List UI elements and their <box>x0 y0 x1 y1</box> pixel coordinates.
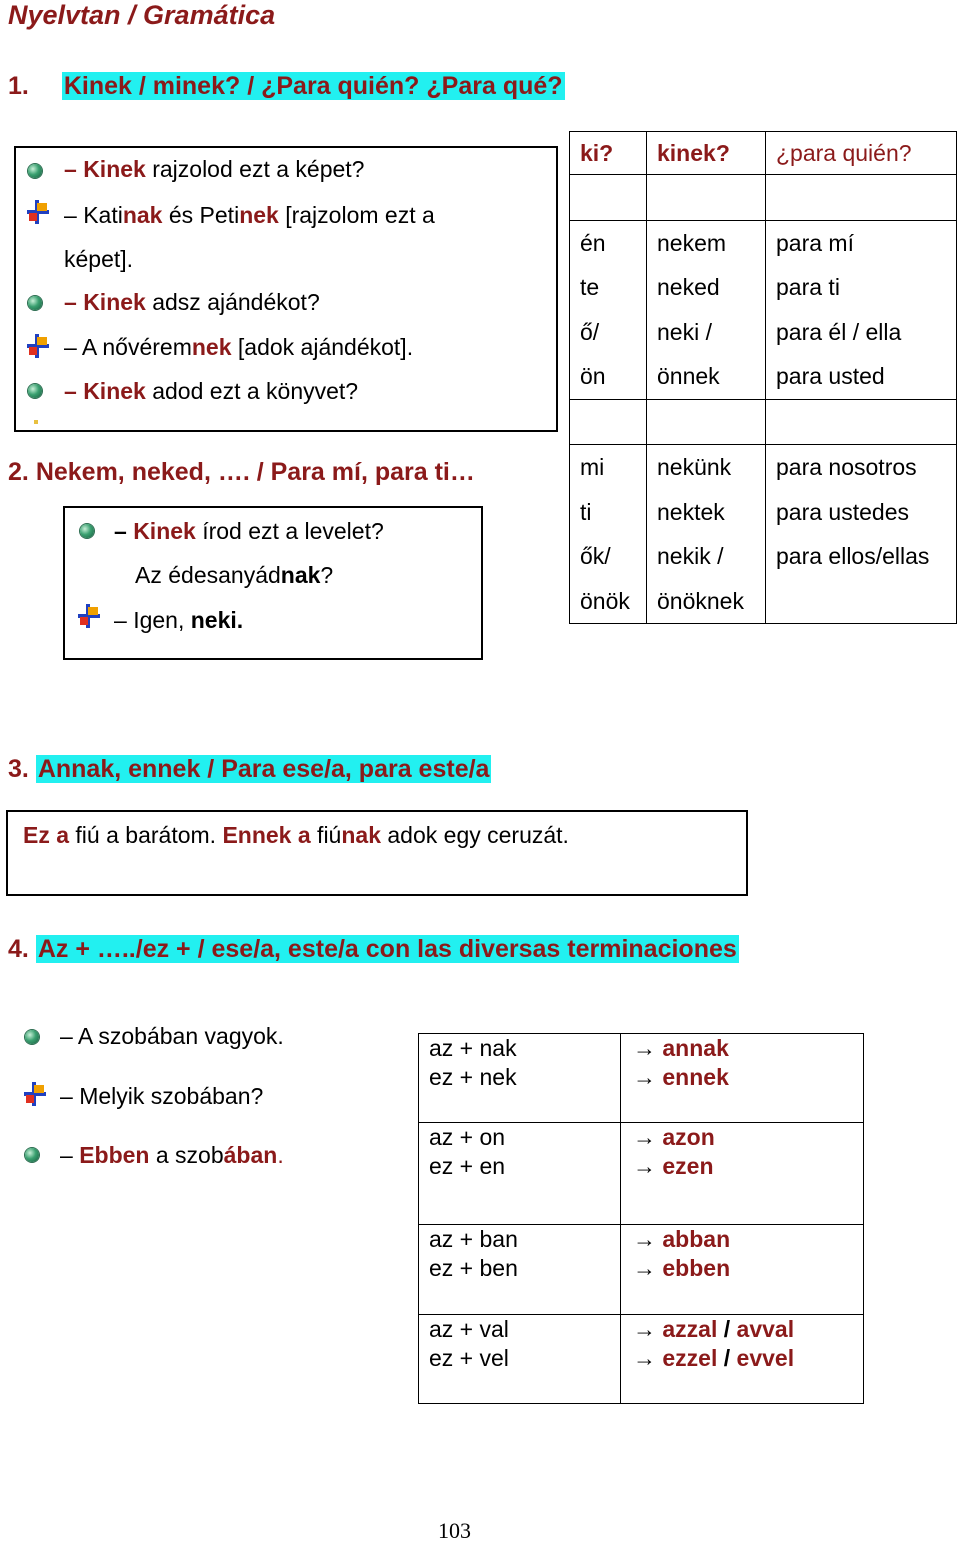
line-fragment: A nővérem <box>81 334 192 360</box>
section-3-number: 3. <box>8 755 29 783</box>
section-1-title: Kinek / minek? / ¿Para quién? ¿Para qué? <box>63 72 563 100</box>
line-text: Az édesanyád <box>135 562 281 588</box>
page-number: 103 <box>438 1518 471 1543</box>
answer-word: neki. <box>190 607 244 633</box>
section-4-title: Az + …../ez + / ese/a, este/a con las diversas terminaciones <box>37 935 737 963</box>
section-1-line-2: – Katinak és Petinek [rajzolom ezt a <box>64 202 435 228</box>
pronoun-form: para ellos/ellas <box>776 543 930 569</box>
line-fragment: rajzolod ezt a képet? <box>145 156 365 182</box>
pronoun-form: para mí <box>776 229 854 256</box>
pronoun-form: mi <box>580 454 605 480</box>
page-title: Nyelvtan / Gramática <box>8 0 276 30</box>
line-fragment: Kinek <box>83 378 146 404</box>
pronoun-form: ti <box>580 498 592 525</box>
pronoun-form: para usted <box>776 363 885 389</box>
pronoun-table-cell <box>570 399 647 445</box>
section-2-line-3: – Igen, neki. <box>114 607 244 633</box>
small-bullet-icon <box>34 420 38 424</box>
line-fragment: adod ezt a könyvet? <box>145 378 359 404</box>
pronoun-table-cell <box>570 220 647 399</box>
section-4-line-1: – A szobában vagyok. <box>60 1023 284 1049</box>
result-form: azon <box>662 1124 715 1150</box>
section-1-heading <box>8 72 565 101</box>
suffix-combination: az + nak <box>429 1035 517 1061</box>
pronoun-form <box>657 175 755 220</box>
line-fragment: Kinek <box>83 156 146 182</box>
arrow-icon: → <box>633 1153 656 1179</box>
section-2-number: 2. <box>8 458 29 486</box>
suffix-combination: ez + ben <box>429 1255 518 1281</box>
pronoun-form: én <box>580 229 606 256</box>
suffix-combination: az + ban <box>429 1226 518 1252</box>
pronoun-form: te <box>580 274 600 300</box>
suffix-combination: az + on <box>429 1124 506 1150</box>
pronoun-form: ön <box>580 363 606 389</box>
line-text: . <box>277 1142 284 1168</box>
question-word: Kinek <box>133 518 196 544</box>
pushpin-icon <box>27 200 49 224</box>
pronoun-table-header: ¿para quién? <box>766 132 957 175</box>
section-1-line-1: – Kinek rajzolod ezt a képet? <box>64 156 365 182</box>
pronoun-form: nektek <box>657 498 725 525</box>
suffix-combination: ez + vel <box>429 1345 509 1371</box>
section-4-line-3: – Ebben a szobában. <box>60 1142 284 1168</box>
arrow-icon: → <box>633 1124 656 1150</box>
section-3-heading <box>8 755 491 784</box>
line-fragment: Kati <box>83 202 123 228</box>
section-1-line-6: – Kinek adod ezt a könyvet? <box>64 378 359 404</box>
green-bullet-icon <box>28 384 42 398</box>
suffix-table-row <box>419 1225 864 1315</box>
section-2-line-1: – Kinek írod ezt a levelet? <box>114 518 384 544</box>
sentence-fragment: nak <box>341 822 381 848</box>
pronoun-table-cell <box>570 445 647 624</box>
pronoun-form <box>580 175 636 220</box>
suffix-combination-cell <box>419 1034 621 1123</box>
line-fragment: adsz ajándékot? <box>145 289 320 315</box>
section-4-number: 4. <box>8 935 29 963</box>
result-form: ennek <box>662 1064 729 1090</box>
sentence-fragment: fiú <box>310 822 342 848</box>
result-form: abban <box>662 1226 731 1252</box>
suffix-combination: az + val <box>429 1316 509 1342</box>
line-fragment: [rajzolom ezt a <box>278 202 435 228</box>
section-1-line-5: – A nővéremnek [adok ajándékot]. <box>64 334 414 360</box>
line-fragment: nek <box>191 334 232 360</box>
pronoun-form: neked <box>657 274 720 300</box>
pronoun-form: para ustedes <box>776 498 909 525</box>
pronoun-table-cell <box>647 445 766 624</box>
section-4-line-2: – Melyik szobában? <box>60 1083 264 1109</box>
suffix-result-cell <box>621 1225 864 1315</box>
pronoun-table-cell <box>647 220 766 399</box>
section-2-line-2 <box>135 562 333 588</box>
pronoun-table-header: kinek? <box>647 132 766 175</box>
pronoun-form: nekünk <box>657 454 732 480</box>
sentence-fragment: adok egy ceruzát. <box>381 822 569 848</box>
pronoun-form: para nosotros <box>776 454 917 480</box>
pronoun-form: para él / ella <box>776 318 902 345</box>
pronoun-table <box>569 131 957 624</box>
pushpin-icon <box>24 1082 46 1106</box>
pronoun-table-cell <box>766 399 957 445</box>
line-fragment: és Peti <box>162 202 240 228</box>
arrow-icon: → <box>633 1226 656 1252</box>
suffix-result-cell <box>621 1034 864 1123</box>
line-text: Melyik szobában? <box>79 1083 264 1109</box>
sentence-fragment: fiú a barátom. <box>69 822 223 848</box>
suffix-combination-cell <box>419 1315 621 1404</box>
suffix-combination: ez + en <box>429 1153 506 1179</box>
result-form: ezen <box>662 1153 714 1179</box>
green-bullet-icon <box>28 296 42 310</box>
pronoun-form: önök <box>580 587 630 614</box>
green-bullet-icon <box>25 1030 39 1044</box>
pushpin-icon <box>27 334 49 358</box>
pronoun-table-cell <box>766 445 957 624</box>
result-form: avval <box>736 1316 795 1342</box>
result-form: annak <box>662 1035 729 1061</box>
arrow-icon: → <box>633 1316 656 1342</box>
pushpin-icon <box>78 604 100 628</box>
pronoun-form <box>657 400 755 445</box>
pronoun-form: nekem <box>657 229 727 256</box>
section-2-title: Nekem, neked, …. / Para mí, para ti… <box>35 458 475 486</box>
green-bullet-icon <box>28 164 42 178</box>
line-text: írod ezt a levelet? <box>195 518 384 544</box>
result-form: evvel <box>736 1345 795 1371</box>
arrow-icon: → <box>633 1345 656 1371</box>
green-bullet-icon <box>25 1148 39 1162</box>
result-form: azzal <box>662 1316 718 1342</box>
pronoun-form: ő/ <box>580 318 600 345</box>
line-text: Igen, <box>133 607 191 633</box>
arrow-icon: → <box>633 1255 656 1281</box>
suffix-combination: ez + nek <box>429 1064 517 1090</box>
line-text: ? <box>320 562 334 588</box>
pronoun-table-cell <box>766 220 957 399</box>
pronoun-form: nekik / <box>657 543 724 569</box>
section-1-line-4: – Kinek adsz ajándékot? <box>64 289 320 315</box>
pronoun-table-cell <box>647 399 766 445</box>
line-fragment: nak <box>122 202 163 228</box>
section-3-sentence <box>23 822 569 848</box>
section-1-line-3 <box>64 246 133 272</box>
pronoun-table-cell <box>570 175 647 221</box>
sentence-fragment: Ez a <box>23 822 70 848</box>
line-fragment: képet]. <box>64 246 134 272</box>
pronoun-form: neki / <box>657 318 712 345</box>
pronoun-form <box>776 400 946 445</box>
pronoun-table-cell <box>766 175 957 221</box>
sentence-fragment: Ennek a <box>222 822 311 848</box>
pronoun-form <box>776 579 946 624</box>
section-1-number: 1. <box>8 72 29 100</box>
pronoun-form <box>580 400 636 445</box>
suffix-table-row <box>419 1123 864 1225</box>
suffix: nak <box>280 562 321 588</box>
suffix-result-cell <box>621 1123 864 1225</box>
demonstrative: Ebben <box>79 1142 150 1168</box>
section-3-title: Annak, ennek / Para ese/a, para este/a <box>37 755 490 783</box>
line-text: a szob <box>149 1142 224 1168</box>
section-2-heading <box>8 458 475 487</box>
arrow-icon: → <box>633 1035 656 1061</box>
suffix-table-row <box>419 1034 864 1123</box>
green-bullet-icon <box>80 524 94 538</box>
line-text: A szobában vagyok. <box>77 1023 284 1049</box>
result-form: ebben <box>662 1255 731 1281</box>
pronoun-table-cell <box>647 175 766 221</box>
pronoun-form: para ti <box>776 274 840 300</box>
suffix-combination-cell <box>419 1225 621 1315</box>
line-fragment: [adok ajándékot]. <box>231 334 414 360</box>
section-4-heading <box>8 935 739 964</box>
suffix-table-row <box>419 1315 864 1404</box>
separator: / <box>717 1345 737 1371</box>
pronoun-form: ők/ <box>580 543 611 569</box>
pronoun-form: önöknek <box>657 587 744 614</box>
pronoun-form: önnek <box>657 363 720 389</box>
suffix-result-cell <box>621 1315 864 1404</box>
pronoun-form <box>776 175 946 220</box>
suffix-combination-cell <box>419 1123 621 1225</box>
line-fragment: Kinek <box>83 289 146 315</box>
line-fragment: nek <box>239 202 279 228</box>
arrow-icon: → <box>633 1064 656 1090</box>
separator: / <box>717 1316 737 1342</box>
pronoun-table-header: ki? <box>570 132 647 175</box>
suffix: ában <box>223 1142 278 1168</box>
suffix-table <box>418 1033 864 1404</box>
result-form: ezzel <box>662 1345 718 1371</box>
